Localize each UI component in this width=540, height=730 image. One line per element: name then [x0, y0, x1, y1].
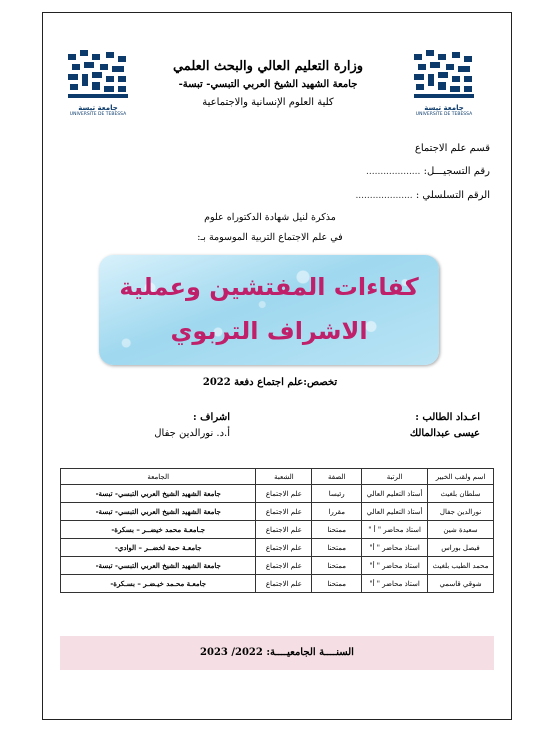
- table-header-row: [61, 469, 494, 485]
- cell-rank: استاذ محاضر " أ ": [362, 521, 428, 539]
- cell-name: شوقي قاسمي: [428, 575, 494, 593]
- cell-name: محمد الطيب بلغيث: [428, 557, 494, 575]
- registration-dots: ...................: [366, 167, 421, 177]
- column-header-rank: الرتبة: [362, 469, 428, 485]
- student-name: عيسى عبدالمالك: [409, 428, 480, 439]
- university-logo-right: [412, 48, 476, 120]
- cell-university: جـامعـة محمد خيضــر – بسكرة-: [61, 521, 256, 539]
- logo-caption-fr: UNIVERSITE DE TEBESSA: [69, 112, 127, 117]
- column-header-role: الصفة: [312, 469, 362, 485]
- thesis-title-line-1: كفاءات المفتشين وعملية: [119, 273, 419, 301]
- serial-dots: ....................: [355, 191, 413, 201]
- university-name: جامعة الشهيد الشيخ العربي التبسي- تبسة-: [178, 79, 358, 90]
- jury-table: [60, 468, 494, 593]
- cell-role: ممتحنا: [312, 557, 362, 575]
- table-row: [61, 503, 494, 521]
- thesis-description: [150, 208, 390, 248]
- prepared-by-label: اعـداد الطالب :: [415, 412, 480, 423]
- cell-rank: أستاذ التعليم العالي: [362, 503, 428, 521]
- logo-caption-fr: UNIVERSITE DE TEBESSA: [415, 112, 473, 117]
- registration-block: [250, 137, 490, 208]
- table-row: [61, 539, 494, 557]
- column-header-name: اسم ولقب الخبير: [428, 469, 494, 485]
- cell-department: علم الاجتماع: [256, 485, 312, 503]
- cell-rank: استاذ محاضر " أ": [362, 575, 428, 593]
- cell-rank: استاذ محاضر " أ": [362, 557, 428, 575]
- institution-header: [130, 58, 406, 112]
- cell-university: جامعـة حمة لخضــر – الوادي-: [61, 539, 256, 557]
- cell-name: سعيدة شين: [428, 521, 494, 539]
- registration-label: رقم التسجيـــل:: [423, 166, 490, 177]
- academic-year-band: السنــــة الجامعيــــة: 2022/ 2023: [60, 636, 494, 670]
- thesis-title-box: [99, 255, 439, 365]
- column-header-university: الجامعة: [61, 469, 256, 485]
- cell-department: علم الاجتماع: [256, 521, 312, 539]
- table-row: [61, 557, 494, 575]
- table-row: [61, 521, 494, 539]
- serial-number: [250, 184, 490, 208]
- department-name: قسم علم الاجتماع: [414, 143, 490, 154]
- thesis-title-line-2: الاشراف التربوي: [170, 317, 368, 345]
- university-logo-left: [66, 48, 130, 120]
- cell-name: فيصل بوراس: [428, 539, 494, 557]
- cell-role: رئيسا: [312, 485, 362, 503]
- column-header-department: الشعبة: [256, 469, 312, 485]
- supervision-label: اشراف :: [193, 412, 230, 423]
- cell-name: نورالدين جفال: [428, 503, 494, 521]
- cell-department: علم الاجتماع: [256, 575, 312, 593]
- cell-role: ممتحنا: [312, 521, 362, 539]
- cell-university: جامعة الشهيد الشيخ العربي التبسي- تبسة-: [61, 557, 256, 575]
- university-logo-icon: [412, 48, 476, 104]
- supervision: [100, 410, 230, 442]
- cell-role: مقررا: [312, 503, 362, 521]
- table-row: [61, 485, 494, 503]
- registration-number: [250, 160, 490, 184]
- cell-rank: استاذ محاضر " أ": [362, 539, 428, 557]
- cell-university: جامعة الشهيد الشيخ العربي التبسي- تبسة-: [61, 503, 256, 521]
- cell-department: علم الاجتماع: [256, 557, 312, 575]
- cell-department: علم الاجتماع: [256, 539, 312, 557]
- logo-caption-ar: جامعة تبسة: [78, 104, 118, 112]
- table-row: [61, 575, 494, 593]
- cell-department: علم الاجتماع: [256, 503, 312, 521]
- ministry-name: وزارة التعليم العالي والبحث العلمي: [172, 59, 364, 74]
- cell-role: ممتحنا: [312, 575, 362, 593]
- serial-label: الرقم التسلسلي :: [415, 190, 490, 201]
- cell-role: ممتحنا: [312, 539, 362, 557]
- prepared-by: [350, 410, 480, 442]
- logo-caption-ar: جامعة تبسة: [424, 104, 464, 112]
- thesis-line-2: في علم الاجتماع التربية الموسومة بـ:: [197, 232, 343, 243]
- cell-university: جامعة الشهيد الشيخ العربي التبسي- تبسة-: [61, 485, 256, 503]
- supervisor-name: أ.د. نورالدين جفال: [154, 428, 230, 439]
- cell-rank: أستاذ التعليم العالي: [362, 485, 428, 503]
- thesis-line-1: مذكرة لنيل شهادة الدكتوراه علوم: [204, 212, 336, 223]
- cell-name: سلطان بلغيث: [428, 485, 494, 503]
- cell-university: جامعـة محـمد خيـضـر – بسـكرة-: [61, 575, 256, 593]
- specialization: تخصص:علم اجتماع دفعة 2022: [202, 377, 338, 388]
- faculty-name: كلية العلوم الإنسانية والاجتماعية: [202, 97, 334, 108]
- university-logo-icon: [66, 48, 130, 104]
